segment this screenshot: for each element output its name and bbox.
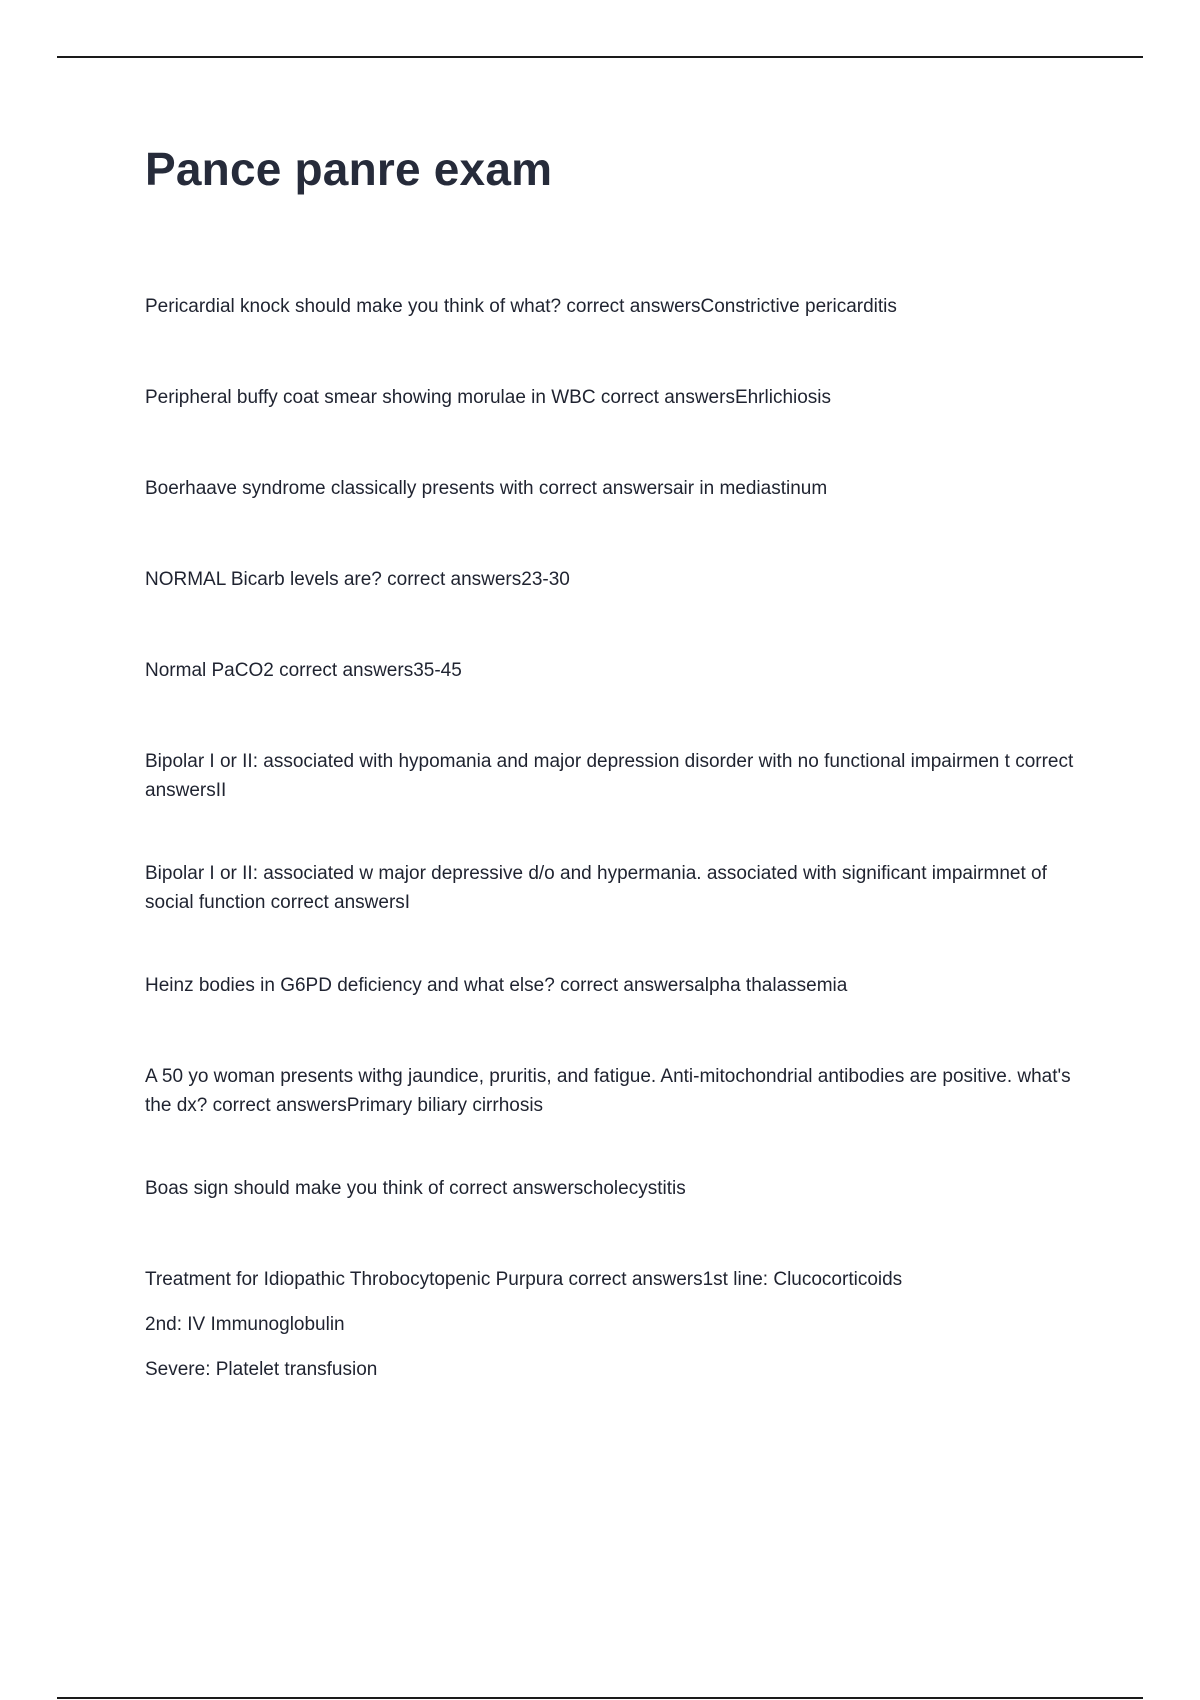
- qa-entry: Normal PaCO2 correct answers35-45: [145, 660, 462, 681]
- qa-entry-multiline: [145, 1265, 1095, 1384]
- qa-entry: Bipolar I or II: associated w major depressive d/o and hypermania. associated with significant impairmnet of social function correct answersI: [145, 863, 1047, 913]
- bottom-divider: [57, 1697, 1143, 1699]
- qa-entry-line: 2nd: IV Immunoglobulin: [145, 1314, 345, 1335]
- qa-entry: Pericardial knock should make you think of what? correct answersConstrictive pericarditis: [145, 296, 897, 317]
- qa-entry: A 50 yo woman presents withg jaundice, pruritis, and fatigue. Anti-mitochondrial antibodies are positive. what's the dx? correct answersPrimary biliary cirrhosis: [145, 1066, 1071, 1116]
- qa-entry: Boerhaave syndrome classically presents with correct answersair in mediastinum: [145, 478, 828, 499]
- qa-entry: Peripheral buffy coat smear showing morulae in WBC correct answersEhrlichiosis: [145, 387, 832, 408]
- qa-entry: Bipolar I or II: associated with hypomania and major depression disorder with no functional impairmen t correct answersII: [145, 751, 1074, 801]
- top-divider: [57, 56, 1143, 58]
- qa-entry: NORMAL Bicarb levels are? correct answers23-30: [145, 569, 570, 590]
- qa-entry-line: Treatment for Idiopathic Throbocytopenic Purpura correct answers1st line: Clucocorticoids: [145, 1269, 903, 1290]
- qa-entry: Boas sign should make you think of correct answerscholecystitis: [145, 1178, 686, 1199]
- qa-list: [145, 292, 1095, 1384]
- document-title: Pance panre exam: [145, 143, 553, 195]
- qa-entry-line: Severe: Platelet transfusion: [145, 1359, 378, 1380]
- qa-entry: Heinz bodies in G6PD deficiency and what else? correct answersalpha thalassemia: [145, 975, 848, 996]
